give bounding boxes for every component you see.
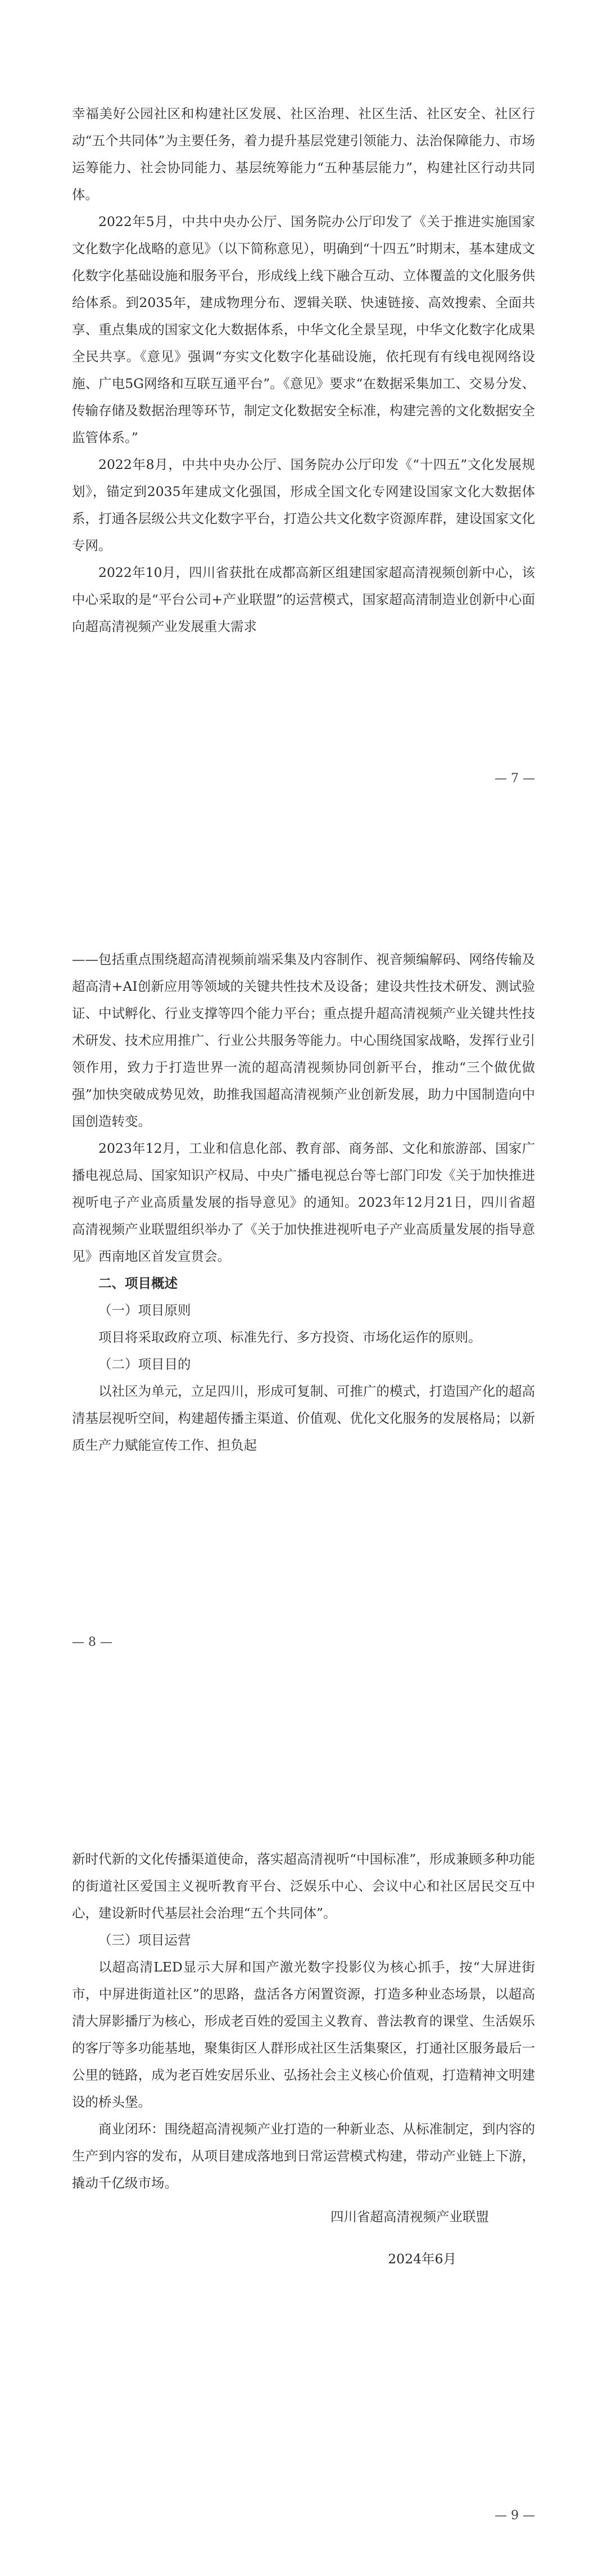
body-paragraph: 2022年8月，中共中央办公厅、国务院办公厅印发《“十四五”文化发展规划》，锚定到2035年建成文化强国，形成全国文化专网建设国家文化大数据体系，打通各层级公共文化数字平台，打造公共文化数字资源库群，建设国家文化专网。: [72, 457, 535, 553]
body-paragraph: 幸福美好公园社区和构建社区发展、社区治理、社区生活、社区安全、社区行动“五个共同体”为主要任务，着力提升基层党建引领能力、法治保障能力、市场运筹能力、社会协同能力、基层统筹能力“五种基层能力”，构建社区行动共同体。: [72, 106, 535, 202]
body-paragraph: 商业闭环：围绕超高清视频产业打造的一种新业态、从标准制定，到内容的生产到内容的发布，从项目建成落地到日常运营模式构建，带动产业链上下游，撬动千亿级市场。: [72, 2121, 535, 2191]
body-paragraph: 项目将采取政府立项、标准先行、多方投资、市场化运作的原则。: [98, 1329, 482, 1345]
body-paragraph: ——包括重点围绕超高清视频前端采集及内容制作、视音频编解码、网络传输及超高清+AI创新应用等领域的关键共性技术及设备；建设共性技术研发、测试验证、中试孵化、行业支撑等四个能力平台；重点提升超高清视频产业关键共性技术研发、技术应用推广、行业公共服务等能力。中心围绕国家战略，发挥行业引领作用，致力于打造世界一流的超高清视频协同创新平台，推动“三个做优做强”加快突破成势见效，助推我国超高清视频产业创新发展，助力中国制造向中国创造转变。: [72, 951, 535, 1129]
body-paragraph: 以超高清LED显示大屏和国产激光数字投影仪为核心抓手，按“大屏进街市，中屏进街道社区”的思路，盘活各方闲置资源，打造多种业态场景，以超高清大屏影播厅为核心，形成老百姓的爱国主义教育、普法教育的课堂、生活娱乐的客厅等多功能基地，聚集街区人群形成社区生活集聚区，打通社区服务最后一公里的链路，成为老百姓安居乐业、弘扬社会主义核心价值观，打造精神文明建设的桥头堡。: [72, 1959, 535, 2110]
section-heading: 二、项目概述: [98, 1275, 178, 1291]
document-page-8: [0, 827, 607, 1687]
signature-organization: 四川省超高清视频产业联盟: [330, 2209, 489, 2225]
body-paragraph: 2022年5月，中共中央办公厅、国务院办公厅印发了《关于推进实施国家文化数字化战略的意见》（以下简称意见），明确到“十四五”时期末，基本建成文化数字化基础设施和服务平台，形成线上线下融合互动、立体覆盖的文化服务供给体系。到2035年，建成物理分布、逻辑关联、快速链接、高效搜索、全面共享、重点集成的国家文化大数据体系，中华文化全景呈现，中华文化数字化成果全民共享。《意见》强调“夯实文化数字化基础设施，依托现有有线电视网络设施、广电5G网络和互联互通平台”。《意见》要求“在数据采集加工、交易分发、传输存储及数据治理等环节，制定文化数据安全标准，构建完善的文化数据安全监管体系。”: [72, 214, 535, 445]
body-paragraph: 以社区为单元，立足四川，形成可复制、可推广的模式，打造国产化的超高清基层视听空间，构建超传播主渠道、价值观、优化文化服务的发展格局；以新质生产力赋能宣传工作、担负起: [72, 1383, 535, 1453]
page-number: — 8 —: [72, 1635, 112, 1649]
document-page-7: [0, 0, 607, 827]
body-paragraph: 2022年10月，四川省获批在成都高新区组建国家超高清视频创新中心，该中心采取的是“平台公司+产业联盟”的运营模式，国家超高清制造业创新中心面向超高清视频产业发展重大需求: [72, 565, 535, 634]
subsection-heading: （二）项目目的: [98, 1356, 191, 1372]
body-paragraph: 新时代新的文化传播渠道使命，落实超高清视听“中国标准”，形成兼顾多种功能的街道社区爱国主义视听教育平台、泛娱乐中心、会议中心和社区居民交互中心，建设新时代基层社会治理“五个共同体”。: [72, 1851, 535, 1921]
document-page-9: [0, 1687, 607, 2576]
subsection-heading: （一）项目原则: [98, 1302, 191, 1318]
signature-date: 2024年6月: [388, 2251, 456, 2267]
page-number: — 7 —: [495, 772, 535, 786]
body-paragraph: 2023年12月，工业和信息化部、教育部、商务部、文化和旅游部、国家广播电视总局、国家知识产权局、中央广播电视总台等七部门印发《关于加快推进视听电子产业高质量发展的指导意见》的通知。2023年12月21日，四川省超高清视频产业联盟组织举办了《关于加快推进视听电子产业高质量发展的指导意见》西南地区首发宣贯会。: [72, 1140, 535, 1264]
page-number: — 9 —: [495, 2509, 535, 2523]
subsection-heading: （三）项目运营: [98, 1932, 191, 1948]
